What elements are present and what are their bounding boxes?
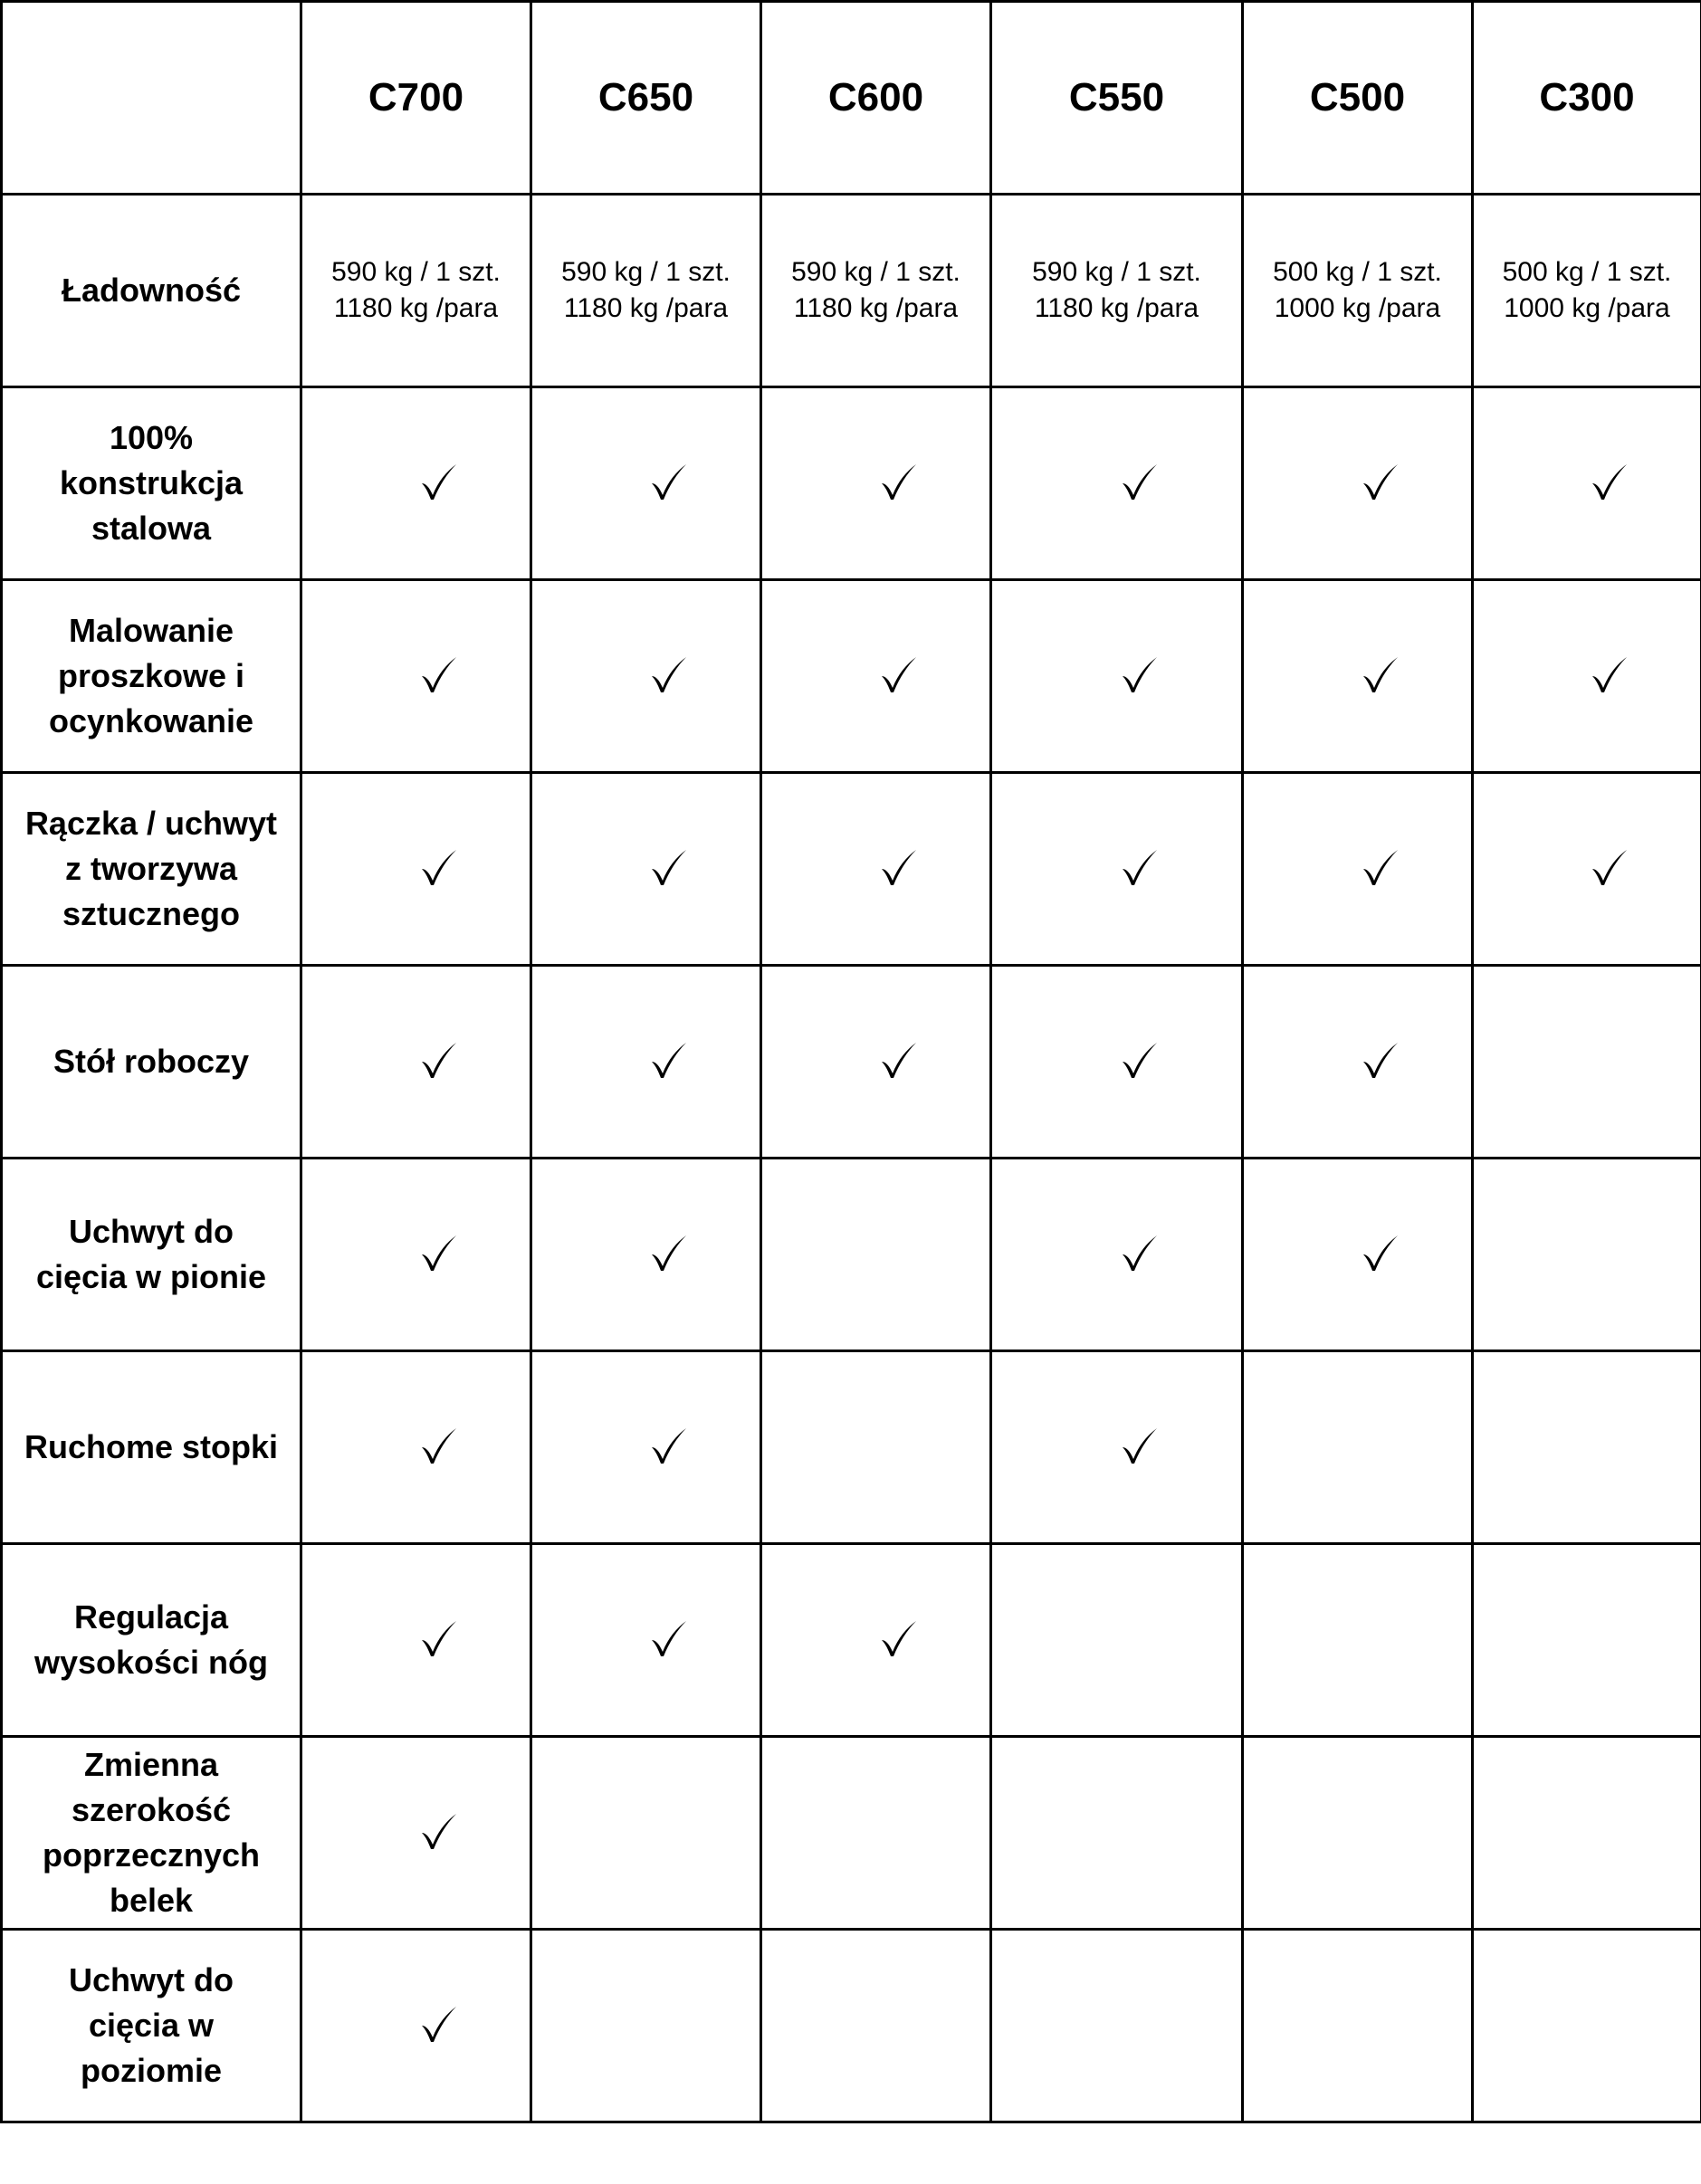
load-single: 500 kg / 1 szt.: [1273, 257, 1442, 287]
feature-cell-c300: [1473, 1737, 1701, 1930]
load-value-c650: [531, 195, 761, 387]
feature-label: [2, 1544, 301, 1737]
feature-cell-c700: [301, 1544, 531, 1737]
feature-row: [2, 387, 1701, 580]
feature-label-line: cięcia w pionie: [35, 1258, 267, 1295]
load-pair: 1000 kg /para: [1504, 293, 1670, 323]
feature-label-line: ocynkowanie: [48, 702, 254, 739]
feature-label: [2, 1159, 301, 1351]
checkmark-icon: [879, 847, 919, 887]
checkmark-icon: [1120, 1426, 1160, 1465]
feature-cell-c650: [531, 966, 761, 1159]
feature-cell-c300: [1473, 1930, 1701, 2122]
feature-cell-c500: [1243, 580, 1473, 773]
model-header-c650: C650: [531, 2, 761, 195]
header-row: [2, 2, 1701, 195]
feature-cell-c600: [761, 966, 991, 1159]
feature-label-line: Rączka / uchwyt: [24, 805, 278, 842]
feature-label-line: 100%: [109, 419, 194, 456]
feature-label-line: Uchwyt do: [68, 1213, 234, 1250]
checkmark-icon: [649, 847, 689, 887]
feature-cell-c600: [761, 1159, 991, 1351]
checkmark-icon: [419, 1040, 459, 1080]
feature-cell-c650: [531, 1351, 761, 1544]
table-body: [2, 2, 1701, 2122]
checkmark-icon: [649, 1040, 689, 1080]
feature-cell-c600: [761, 580, 991, 773]
feature-row: [2, 580, 1701, 773]
checkmark-icon: [1361, 654, 1400, 694]
feature-label-line: Regulacja: [73, 1598, 229, 1636]
load-value-c700: [301, 195, 531, 387]
feature-label-line: szerokość: [71, 1791, 232, 1828]
feature-cell-c300: [1473, 773, 1701, 966]
load-pair: 1180 kg /para: [333, 293, 499, 323]
load-row: [2, 195, 1701, 387]
checkmark-icon: [1590, 654, 1629, 694]
checkmark-icon: [879, 1040, 919, 1080]
feature-label-line: sztucznego: [62, 895, 240, 932]
load-single: 500 kg / 1 szt.: [1502, 257, 1672, 287]
load-pair: 1000 kg /para: [1274, 293, 1441, 323]
feature-cell-c650: [531, 580, 761, 773]
feature-cell-c500: [1243, 1930, 1473, 2122]
checkmark-icon: [879, 654, 919, 694]
feature-cell-c550: [991, 1737, 1243, 1930]
checkmark-icon: [1120, 1040, 1160, 1080]
load-single: 590 kg / 1 szt.: [1032, 257, 1201, 287]
checkmark-icon: [419, 1811, 459, 1851]
feature-label-line: Stół roboczy: [53, 1043, 250, 1080]
feature-label-line: stalowa: [91, 510, 212, 547]
feature-row: [2, 1930, 1701, 2122]
feature-cell-c500: [1243, 773, 1473, 966]
checkmark-icon: [649, 1233, 689, 1273]
feature-cell-c300: [1473, 580, 1701, 773]
checkmark-icon: [879, 462, 919, 501]
feature-cell-c550: [991, 1159, 1243, 1351]
model-header-c300: C300: [1473, 2, 1701, 195]
feature-cell-c300: [1473, 1159, 1701, 1351]
checkmark-icon: [419, 847, 459, 887]
feature-cell-c650: [531, 387, 761, 580]
checkmark-icon: [1361, 462, 1400, 501]
checkmark-icon: [649, 1426, 689, 1465]
feature-cell-c600: [761, 1351, 991, 1544]
model-header-c600: C600: [761, 2, 991, 195]
feature-row: [2, 966, 1701, 1159]
checkmark-icon: [419, 462, 459, 501]
checkmark-icon: [649, 654, 689, 694]
feature-label: [2, 387, 301, 580]
checkmark-icon: [1590, 462, 1629, 501]
checkmark-icon: [879, 1618, 919, 1658]
feature-label-line: belek: [109, 1882, 194, 1919]
feature-cell-c500: [1243, 1159, 1473, 1351]
feature-cell-c300: [1473, 1544, 1701, 1737]
load-value-c300: [1473, 195, 1701, 387]
feature-label: [2, 1737, 301, 1930]
feature-cell-c550: [991, 1930, 1243, 2122]
checkmark-icon: [1120, 1233, 1160, 1273]
checkmark-icon: [419, 1233, 459, 1273]
feature-label-line: z tworzywa: [64, 850, 238, 887]
feature-cell-c650: [531, 1737, 761, 1930]
checkmark-icon: [1120, 654, 1160, 694]
checkmark-icon: [1361, 1040, 1400, 1080]
feature-cell-c600: [761, 773, 991, 966]
feature-cell-c600: [761, 1737, 991, 1930]
checkmark-icon: [1120, 462, 1160, 501]
feature-cell-c550: [991, 1544, 1243, 1737]
feature-cell-c650: [531, 773, 761, 966]
feature-row: [2, 1544, 1701, 1737]
load-pair: 1180 kg /para: [793, 293, 959, 323]
load-single: 590 kg / 1 szt.: [331, 257, 501, 287]
load-single: 590 kg / 1 szt.: [791, 257, 960, 287]
feature-cell-c700: [301, 1930, 531, 2122]
feature-row: [2, 1351, 1701, 1544]
feature-cell-c650: [531, 1930, 761, 2122]
feature-row: [2, 1159, 1701, 1351]
feature-cell-c700: [301, 1737, 531, 1930]
load-pair: 1180 kg /para: [1034, 293, 1199, 323]
feature-cell-c500: [1243, 1737, 1473, 1930]
checkmark-icon: [1120, 847, 1160, 887]
load-label: Ładowność: [2, 195, 301, 387]
feature-row: [2, 1737, 1701, 1930]
feature-cell-c600: [761, 387, 991, 580]
checkmark-icon: [1590, 847, 1629, 887]
feature-cell-c500: [1243, 1351, 1473, 1544]
feature-cell-c700: [301, 1351, 531, 1544]
corner-cell: [2, 2, 301, 195]
feature-cell-c550: [991, 773, 1243, 966]
feature-label-line: konstrukcja: [59, 464, 244, 501]
feature-cell-c700: [301, 387, 531, 580]
feature-cell-c550: [991, 966, 1243, 1159]
feature-label-line: Uchwyt do: [68, 1961, 234, 1998]
feature-label-line: poziomie: [80, 2052, 222, 2089]
feature-cell-c500: [1243, 1544, 1473, 1737]
load-value-c500: [1243, 195, 1473, 387]
model-header-c500: C500: [1243, 2, 1473, 195]
feature-row: [2, 773, 1701, 966]
checkmark-icon: [419, 1426, 459, 1465]
feature-label-line: Zmienna: [83, 1746, 219, 1783]
feature-cell-c700: [301, 966, 531, 1159]
feature-label-line: proszkowe i: [57, 657, 245, 694]
feature-cell-c550: [991, 1351, 1243, 1544]
feature-cell-c700: [301, 580, 531, 773]
feature-label-line: cięcia w: [88, 2007, 215, 2044]
feature-cell-c600: [761, 1930, 991, 2122]
checkmark-icon: [649, 1618, 689, 1658]
checkmark-icon: [419, 654, 459, 694]
feature-cell-c300: [1473, 1351, 1701, 1544]
feature-label: [2, 773, 301, 966]
feature-label: [2, 1930, 301, 2122]
model-header-c700: C700: [301, 2, 531, 195]
feature-cell-c650: [531, 1159, 761, 1351]
load-value-c550: [991, 195, 1243, 387]
feature-cell-c700: [301, 773, 531, 966]
checkmark-icon: [419, 2004, 459, 2044]
feature-cell-c550: [991, 580, 1243, 773]
feature-cell-c600: [761, 1544, 991, 1737]
feature-cell-c300: [1473, 387, 1701, 580]
load-single: 590 kg / 1 szt.: [561, 257, 731, 287]
feature-cell-c650: [531, 1544, 761, 1737]
feature-cell-c550: [991, 387, 1243, 580]
feature-cell-c700: [301, 1159, 531, 1351]
feature-label-line: Malowanie: [68, 612, 234, 649]
checkmark-icon: [419, 1618, 459, 1658]
checkmark-icon: [1361, 1233, 1400, 1273]
feature-label-line: wysokości nóg: [33, 1644, 269, 1681]
feature-cell-c500: [1243, 966, 1473, 1159]
feature-label: [2, 580, 301, 773]
load-pair: 1180 kg /para: [563, 293, 729, 323]
feature-label: [2, 966, 301, 1159]
feature-label-line: poprzecznych: [42, 1836, 261, 1874]
load-value-c600: [761, 195, 991, 387]
feature-label: [2, 1351, 301, 1544]
feature-cell-c500: [1243, 387, 1473, 580]
feature-cell-c300: [1473, 966, 1701, 1159]
checkmark-icon: [1361, 847, 1400, 887]
model-header-c550: C550: [991, 2, 1243, 195]
feature-label-line: Ruchome stopki: [24, 1428, 279, 1465]
checkmark-icon: [649, 462, 689, 501]
